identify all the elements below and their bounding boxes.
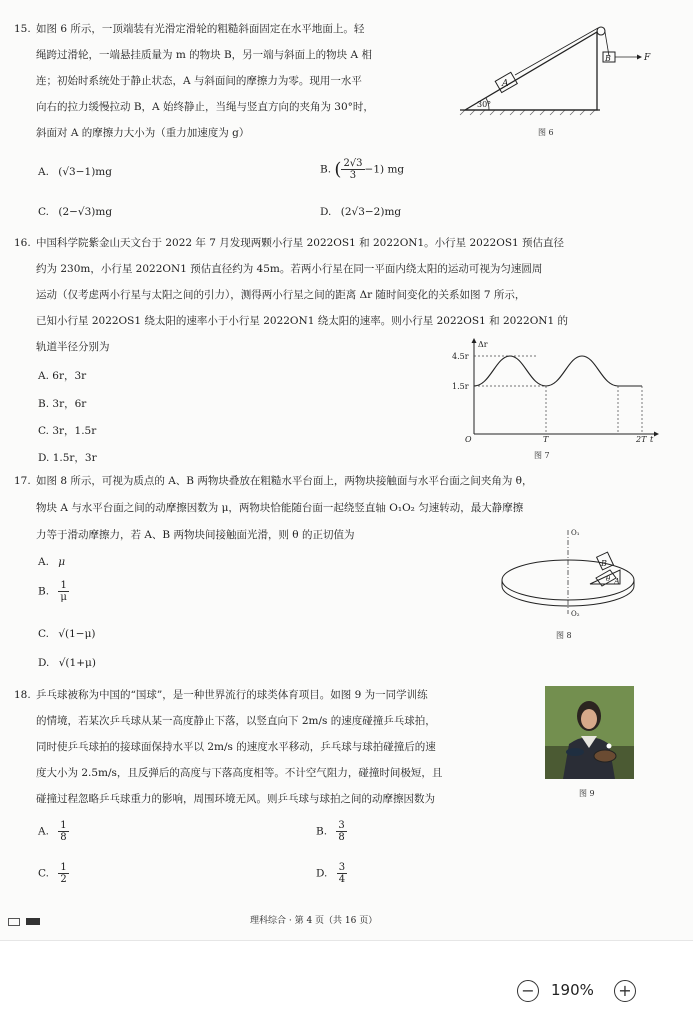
q17-option-b-fraction	[58, 580, 69, 603]
fig6-label-a: A	[502, 79, 509, 89]
q18-line-3: 同时使乒乓球拍的接球面保持水平以 2m/s 的速度水平移动，乒乓球与球拍碰撞后的速	[36, 741, 436, 753]
fig7-ymin-label: 1.5r	[452, 382, 469, 391]
q17-option-c-label: C.	[38, 628, 49, 640]
q15-option-c-text: (2−√3)mg	[58, 206, 113, 218]
figure-8-turntable	[498, 524, 638, 620]
student-image	[545, 686, 634, 779]
q17-line-3: 力等于滑动摩擦力，若 A、B 两物块间接触面光滑，则 θ 的正切值为	[36, 529, 355, 541]
figure-8-caption: 图 8	[556, 631, 572, 640]
q16-line-4: 已知小行星 2022OS1 绕太阳的速率小于小行星 2022ON1 绕太阳的速率。则小行星 2022OS1 和 2022ON1 的	[36, 315, 569, 327]
q18-option-a[interactable]	[38, 820, 69, 843]
fig8-theta-label: θ	[606, 575, 611, 583]
q18-option-c-frac-den: 2	[60, 874, 67, 885]
zoom-in-button[interactable]: +	[614, 980, 636, 1002]
fig6-label-f: F	[644, 53, 651, 63]
q16-line-3: 运动（仅考虑两小行星与太阳之间的引力），测得两小行星之间的距离 Δr 随时间变化的关系如图 7 所示，	[36, 289, 526, 301]
q15-option-b-fraction	[341, 158, 364, 181]
q18-option-b-label: B.	[316, 825, 328, 838]
fig7-t2-label: 2T	[636, 435, 647, 444]
fig8-label-b: B	[601, 559, 607, 568]
q15-option-b-label: B.	[320, 163, 332, 176]
q16-option-b[interactable]: B. 3r，6r	[38, 398, 87, 410]
q18-option-c[interactable]	[38, 862, 69, 885]
q17-option-d[interactable]	[38, 657, 96, 669]
q16-line-5: 轨道半径分别为	[36, 341, 110, 353]
figure-7-caption: 图 7	[534, 451, 550, 460]
q17-option-a[interactable]	[38, 556, 65, 568]
q15-option-a[interactable]	[38, 166, 112, 178]
q15-line-3: 连；初始时系统处于静止状态，A 与斜面间的摩擦力为零。现用一水平	[36, 75, 362, 87]
fig7-origin-label: O	[465, 435, 472, 444]
q18-option-a-label: A.	[38, 825, 49, 838]
q15-option-a-label: A.	[38, 166, 49, 178]
q15-option-a-text: (√3−1)mg	[58, 166, 112, 178]
q15-option-b-frac-den: 3	[349, 170, 357, 181]
q18-option-b-frac-num: 3	[338, 820, 345, 831]
q15-option-b-prefix: (	[334, 159, 342, 180]
q18-option-d-label: D.	[316, 867, 328, 880]
page-footer: 理科综合 · 第 4 页（共 16 页）	[250, 916, 378, 926]
q15-option-b[interactable]	[320, 158, 404, 181]
fig8-o2-label: O₂	[571, 610, 580, 618]
q15-option-c[interactable]	[38, 206, 112, 218]
q17-option-c-text: √(1−μ)	[58, 628, 96, 640]
zoom-out-button[interactable]: −	[517, 980, 539, 1002]
zoom-level: 190%	[551, 981, 594, 999]
q18-option-b-fraction	[336, 820, 346, 843]
q16-option-a[interactable]: A. 6r，3r	[38, 370, 87, 382]
q17-line-1: 如图 8 所示，可视为质点的 A、B 两物块叠放在粗糙水平台面上，两物块接触面与水平台面之间夹角为 θ，	[36, 475, 533, 487]
q15-option-d-text: (2√3−2)mg	[340, 206, 402, 218]
fig6-angle-label: 30°	[477, 100, 492, 109]
footer-marker-solid	[26, 918, 40, 925]
q18-option-a-frac-num: 1	[60, 820, 67, 831]
q15-option-b-suffix: −1) mg	[364, 163, 405, 176]
q17-option-a-label: A.	[38, 556, 49, 568]
q15-line-2: 绳跨过滑轮，一端悬挂质量为 m 的物块 B，另一端与斜面上的物块 A 相	[36, 49, 372, 61]
q16-option-d[interactable]: D. 1.5r，3r	[38, 452, 97, 464]
q15-line-5: 斜面对 A 的摩擦力大小为（重力加速度为 g）	[36, 127, 250, 139]
q17-option-b-label: B.	[38, 585, 50, 598]
q16-number: 16.	[14, 237, 31, 249]
fig7-yaxis-label: Δr	[478, 340, 488, 349]
q18-option-d[interactable]	[316, 862, 347, 885]
q17-option-a-text: μ	[58, 556, 66, 568]
q17-number: 17.	[14, 475, 31, 487]
q17-option-c[interactable]	[38, 628, 96, 640]
fig6-label-b: B	[605, 54, 611, 63]
q18-option-a-fraction	[58, 820, 68, 843]
q16-option-c[interactable]: C. 3r，1.5r	[38, 425, 97, 437]
q16-line-1: 中国科学院紫金山天文台于 2022 年 7 月发现两颗小行星 2022OS1 和 2022ON1。小行星 2022OS1 预估直径	[36, 237, 565, 249]
fig7-xaxis-label: t	[650, 435, 654, 444]
fig8-o1-label: O₁	[571, 529, 580, 537]
q17-option-d-label: D.	[38, 657, 50, 669]
q18-number: 18.	[14, 689, 31, 701]
figure-7-graph	[450, 338, 660, 444]
fig7-t1-label: T	[543, 435, 549, 444]
q17-line-2: 物块 A 与水平台面之间的动摩擦因数为 μ，两物块恰能随台面一起绕竖直轴 O₁O₂ 匀速转动，最大静摩擦	[36, 502, 524, 514]
q15-option-c-label: C.	[38, 206, 49, 218]
q18-option-d-fraction	[337, 862, 347, 885]
q18-line-4: 度大小为 2.5m/s，且反弹后的高度与下落高度相等。不计空气阻力，碰撞时间极短，且	[36, 767, 443, 779]
q17-option-b[interactable]	[38, 580, 69, 603]
q18-line-5: 碰撞过程忽略乒乓球重力的影响，周围环境无风。则乒乓球与球拍之间的动摩擦因数为	[36, 793, 435, 805]
q17-option-b-frac-den: μ	[60, 592, 67, 603]
figure-6-incline	[455, 18, 655, 122]
q18-option-c-frac-num: 1	[60, 862, 67, 873]
q18-option-c-fraction	[58, 862, 68, 885]
q18-line-2: 的情境，若某次乒乓球从某一高度静止下落，以竖直向下 2m/s 的速度碰撞乒乓球拍，	[36, 715, 436, 727]
q18-option-b-frac-den: 8	[338, 832, 345, 843]
q15-number: 15.	[14, 23, 31, 35]
q15-option-d-label: D.	[320, 206, 332, 218]
fig8-label-a: A	[614, 577, 620, 586]
q15-option-b-frac-num: 2√3	[343, 158, 363, 169]
q15-line-1: 如图 6 所示，一顶端装有光滑定滑轮的粗糙斜面固定在水平地面上。轻	[36, 23, 365, 35]
q16-line-2: 约为 230m，小行星 2022ON1 预估直径约为 45m。若两小行星在同一平面内绕太阳的运动可视为匀速圆周	[36, 263, 543, 275]
fig7-ymax-label: 4.5r	[452, 352, 469, 361]
footer-marker-outline	[8, 918, 20, 926]
figure-6-caption: 图 6	[538, 128, 554, 137]
q17-option-b-frac-num: 1	[58, 580, 69, 592]
q18-option-b[interactable]	[316, 820, 347, 843]
q18-option-c-label: C.	[38, 867, 49, 880]
q15-option-d[interactable]	[320, 206, 401, 218]
q15-line-4: 向右的拉力缓慢拉动 B，A 始终静止，当绳与竖直方向的夹角为 30°时，	[36, 101, 374, 113]
q18-option-d-frac-num: 3	[338, 862, 346, 873]
figure-9-photo	[545, 686, 634, 779]
zoom-toolbar	[0, 940, 693, 1011]
q17-option-d-text: √(1+μ)	[58, 657, 96, 669]
q18-line-1: 乒乓球被称为中国的“国球”，是一种世界流行的球类体育项目。如图 9 为一同学训练	[36, 689, 428, 701]
figure-9-caption: 图 9	[579, 789, 595, 798]
q18-option-a-frac-den: 8	[60, 832, 67, 843]
q18-option-d-frac-den: 4	[338, 874, 346, 885]
